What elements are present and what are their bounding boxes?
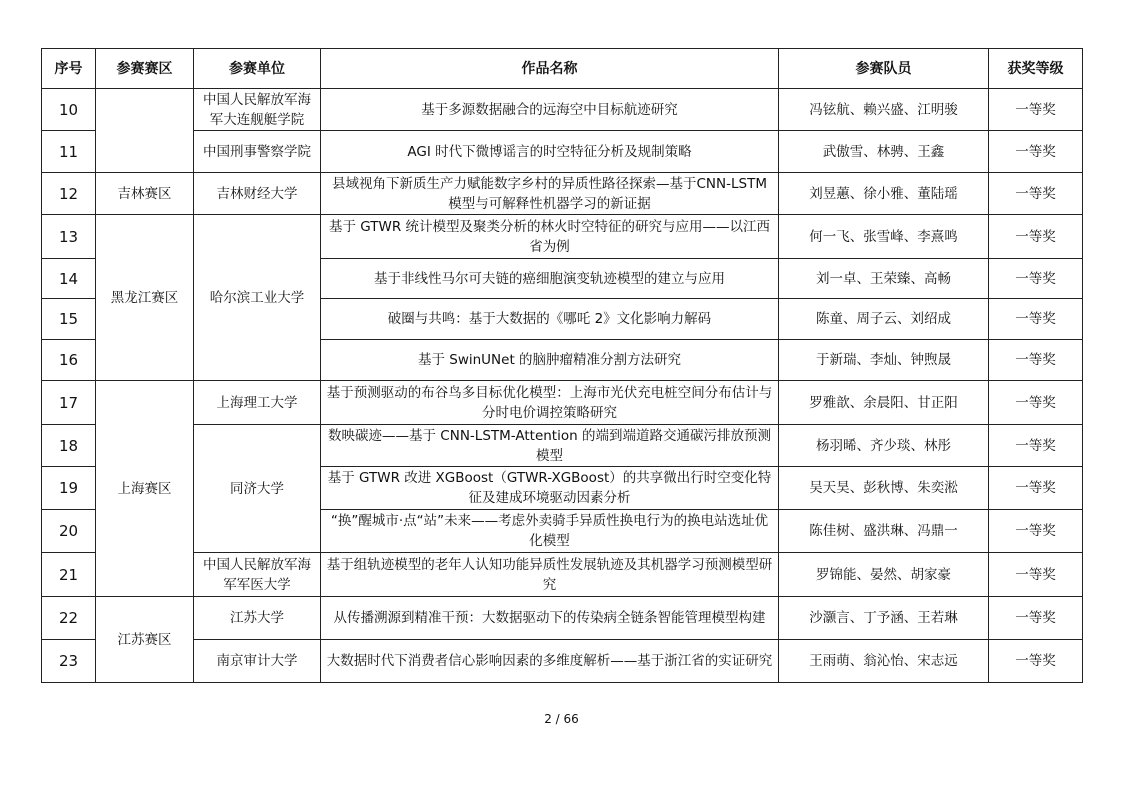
row-members: 陈童、周子云、刘绍成 xyxy=(779,299,989,340)
row-no: 13 xyxy=(42,215,96,259)
row-no: 18 xyxy=(42,425,96,467)
row-unit: 中国刑事警察学院 xyxy=(194,131,321,173)
row-title: 基于非线性马尔可夫链的癌细胞演变轨迹模型的建立与应用 xyxy=(321,259,779,299)
row-no: 12 xyxy=(42,173,96,215)
table-row xyxy=(42,640,1083,683)
row-title: 基于 GTWR 统计模型及聚类分析的林火时空特征的研究与应用——以江西省为例 xyxy=(321,215,779,259)
row-award: 一等奖 xyxy=(989,89,1083,131)
row-no: 20 xyxy=(42,510,96,553)
row-members: 陈佳树、盛洪琳、冯鼎一 xyxy=(779,510,989,553)
awards-table xyxy=(41,48,1083,683)
header-members: 参赛队员 xyxy=(779,49,989,89)
row-no: 16 xyxy=(42,340,96,381)
row-award: 一等奖 xyxy=(989,259,1083,299)
row-title: AGI 时代下微博谣言的时空特征分析及规制策略 xyxy=(321,131,779,173)
table-row xyxy=(42,173,1083,215)
row-unit: 吉林财经大学 xyxy=(194,173,321,215)
row-title: 基于多源数据融合的远海空中目标航迹研究 xyxy=(321,89,779,131)
row-title: 基于 GTWR 改进 XGBoost（GTWR-XGBoost）的共享微出行时空变化特征及建成环境驱动因素分析 xyxy=(321,467,779,510)
header-unit: 参赛单位 xyxy=(194,49,321,89)
row-unit: 中国人民解放军海军大连舰艇学院 xyxy=(194,89,321,131)
row-unit: 南京审计大学 xyxy=(194,640,321,683)
row-no: 19 xyxy=(42,467,96,510)
row-unit: 中国人民解放军海军军医大学 xyxy=(194,553,321,597)
row-no: 17 xyxy=(42,381,96,425)
table-row xyxy=(42,89,1083,131)
row-no: 21 xyxy=(42,553,96,597)
table-row xyxy=(42,597,1083,640)
row-members: 武傲雪、林骋、王鑫 xyxy=(779,131,989,173)
table-row xyxy=(42,553,1083,597)
row-title: 基于预测驱动的布谷鸟多目标优化模型：上海市光伏充电桩空间分布估计与分时电价调控策略研究 xyxy=(321,381,779,425)
table-row xyxy=(42,215,1083,259)
row-members: 罗锦能、晏然、胡家豪 xyxy=(779,553,989,597)
row-award: 一等奖 xyxy=(989,215,1083,259)
row-title: 基于组轨迹模型的老年人认知功能异质性发展轨迹及其机器学习预测模型研究 xyxy=(321,553,779,597)
header-title: 作品名称 xyxy=(321,49,779,89)
row-region: 上海赛区 xyxy=(96,381,194,597)
row-no: 23 xyxy=(42,640,96,683)
header-award: 获奖等级 xyxy=(989,49,1083,89)
row-region: 江苏赛区 xyxy=(96,597,194,683)
row-no: 14 xyxy=(42,259,96,299)
row-members: 于新瑞、李灿、钟煦晟 xyxy=(779,340,989,381)
row-members: 罗雅歆、余晨阳、甘正阳 xyxy=(779,381,989,425)
row-award: 一等奖 xyxy=(989,553,1083,597)
row-members: 刘一卓、王荣臻、高畅 xyxy=(779,259,989,299)
row-region xyxy=(96,89,194,173)
table-row xyxy=(42,131,1083,173)
page-number: 2 / 66 xyxy=(544,712,579,726)
row-members: 冯铉航、赖兴盛、江明骏 xyxy=(779,89,989,131)
row-award: 一等奖 xyxy=(989,425,1083,467)
row-award: 一等奖 xyxy=(989,299,1083,340)
row-award: 一等奖 xyxy=(989,467,1083,510)
row-members: 沙灏言、丁予涵、王若琳 xyxy=(779,597,989,640)
row-members: 吴天昊、彭秋博、朱奕淞 xyxy=(779,467,989,510)
row-award: 一等奖 xyxy=(989,640,1083,683)
row-title: 破圈与共鸣：基于大数据的《哪吒 2》文化影响力解码 xyxy=(321,299,779,340)
row-no: 22 xyxy=(42,597,96,640)
row-no: 11 xyxy=(42,131,96,173)
row-title: 数映碳迹——基于 CNN-LSTM-Attention 的端到端道路交通碳污排放预测模型 xyxy=(321,425,779,467)
row-title: 基于 SwinUNet 的脑肿瘤精准分割方法研究 xyxy=(321,340,779,381)
table-header xyxy=(42,49,1083,89)
table-row xyxy=(42,381,1083,425)
row-members: 王雨萌、翁沁怡、宋志远 xyxy=(779,640,989,683)
row-no: 15 xyxy=(42,299,96,340)
header-region: 参赛赛区 xyxy=(96,49,194,89)
row-title: 大数据时代下消费者信心影响因素的多维度解析——基于浙江省的实证研究 xyxy=(321,640,779,683)
row-members: 何一飞、张雪峰、李熹鸣 xyxy=(779,215,989,259)
row-no: 10 xyxy=(42,89,96,131)
table-row xyxy=(42,425,1083,467)
row-unit: 同济大学 xyxy=(194,425,321,553)
row-region: 吉林赛区 xyxy=(96,173,194,215)
row-award: 一等奖 xyxy=(989,131,1083,173)
row-members: 刘昱蕙、徐小雅、董陆瑶 xyxy=(779,173,989,215)
row-title: 县域视角下新质生产力赋能数字乡村的异质性路径探索—基于CNN-LSTM 模型与可解释性机器学习的新证据 xyxy=(321,173,779,215)
row-unit: 上海理工大学 xyxy=(194,381,321,425)
row-award: 一等奖 xyxy=(989,340,1083,381)
row-unit: 江苏大学 xyxy=(194,597,321,640)
row-members: 杨羽晞、齐少琰、林彤 xyxy=(779,425,989,467)
row-award: 一等奖 xyxy=(989,597,1083,640)
row-award: 一等奖 xyxy=(989,381,1083,425)
row-award: 一等奖 xyxy=(989,173,1083,215)
row-unit: 哈尔滨工业大学 xyxy=(194,215,321,381)
row-award: 一等奖 xyxy=(989,510,1083,553)
row-region: 黑龙江赛区 xyxy=(96,215,194,381)
row-title: 从传播溯源到精准干预：大数据驱动下的传染病全链条智能管理模型构建 xyxy=(321,597,779,640)
header-no: 序号 xyxy=(42,49,96,89)
row-title: “换”醒城市·点“站”未来——考虑外卖骑手异质性换电行为的换电站选址优化模型 xyxy=(321,510,779,553)
